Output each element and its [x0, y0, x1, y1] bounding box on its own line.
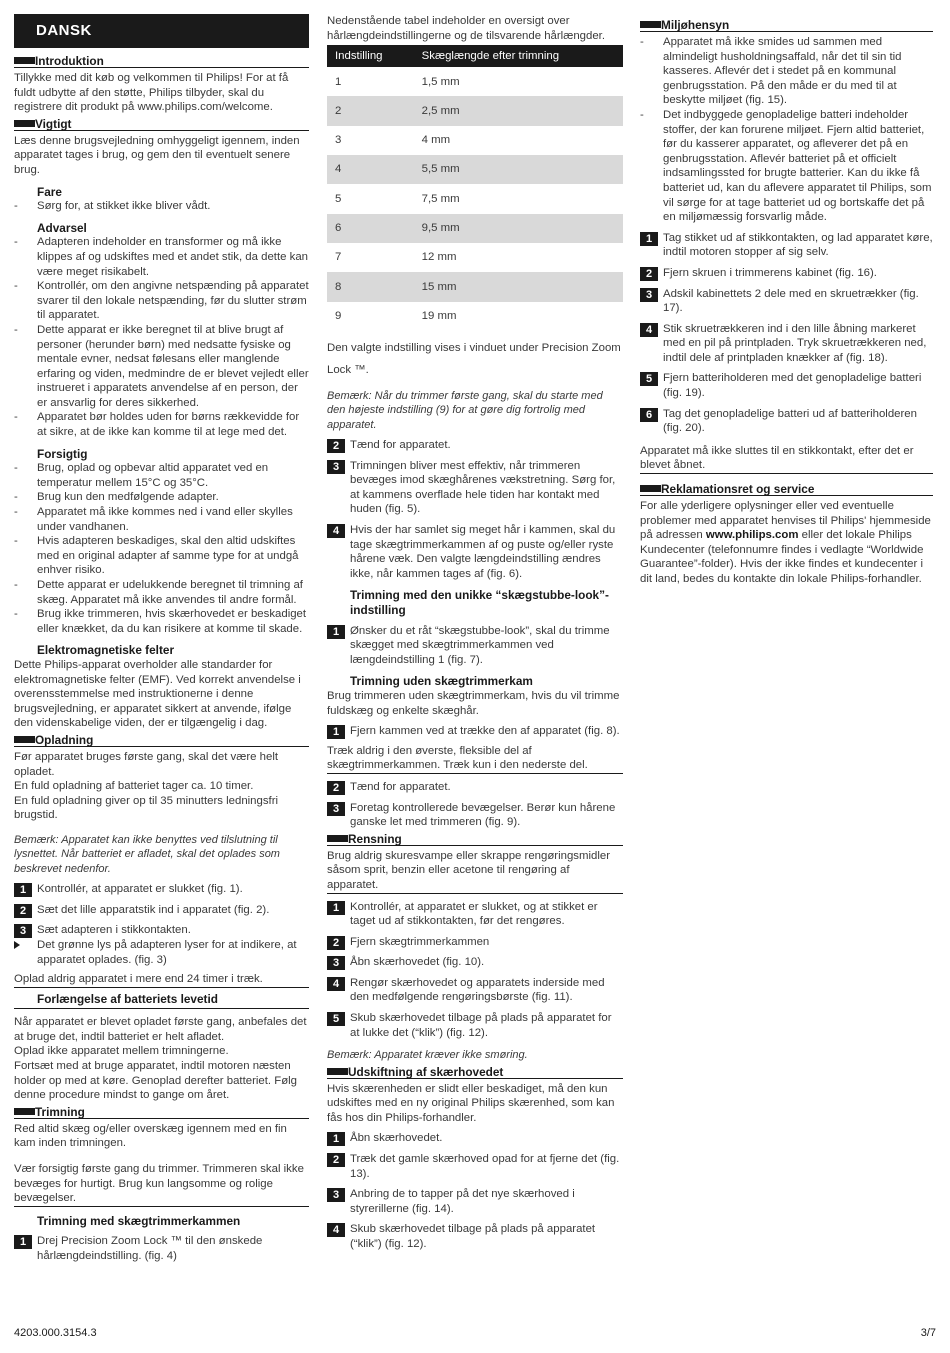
opladning-step-2: 2 Sæt det lille apparatstik ind i apparatet (fig. 2).	[14, 903, 309, 918]
trimkam-step-1: 1 Drej Precision Zoom Lock ™ til den ønskede hårlængdeindstilling. (fig. 4)	[14, 1234, 309, 1263]
table-row: 5 7,5 mm	[335, 192, 460, 205]
trimning-text: Red altid skæg og/eller overskæg igennem med en fin kam inden trimningen.	[14, 1122, 287, 1150]
miljo-step-2: 2 Fjern skruen i trimmerens kabinet (fig. 16).	[640, 266, 933, 281]
miljo-step-3: 3 Adskil kabinettets 2 dele med en skruetrækker (fig. 17).	[640, 287, 933, 316]
subheading-stubble: Trimning med den unikke “skægstubbe-look”-indstilling	[350, 588, 609, 618]
table-header-row	[327, 45, 623, 67]
triangle-bullet-icon	[14, 941, 20, 949]
forsigtig-item: - Hvis adapteren beskadiges, skal den altid udskiftes med en original adapter af samme type for at undgå enhver risiko.	[14, 534, 309, 578]
document-code: 4203.000.3154.3	[14, 1327, 97, 1340]
forsigtig-item: - Brug ikke trimmeren, hvis skærhovedet er beskadiget eller knækket, da du kan risikere at komme til skade.	[14, 607, 309, 636]
miljo-item: - Apparatet må ikke smides ud sammen med almindeligt husholdningsaffald, når det til sin tid kasseres. Aflevér det i stedet på en kommunal genbrugsstation. På den måde er du med til at beskytte miljøet (fig. 15).	[640, 35, 933, 108]
section-heading-miljo: Miljøhensyn	[640, 18, 933, 33]
trim-step-3: 3 Trimningen bliver mest effektiv, når trimmeren bevæges imod skæghårenes vækstretning. Sørg for, at kammens overflade hele tiden har kontakt med huden (fig. 5).	[327, 459, 623, 517]
table-intro: Nedenstående tabel indeholder en oversigt over hårlængdeindstillingerne og de tilsvarende hårlængder.	[327, 15, 605, 42]
table-row: 2 2,5 mm	[327, 96, 623, 125]
opladning-step-1: 1 Kontrollér, at apparatet er slukket (fig. 1).	[14, 882, 309, 897]
section-heading-introduktion: Introduktion	[14, 54, 309, 69]
rens-step-1: 1 Kontrollér, at apparatet er slukket, og at stikket er taget ud af stikkontakten, før det rengøres.	[327, 900, 623, 929]
forsigtig-item: - Dette apparat er udelukkende beregnet til trimning af skæg. Apparatet må ikke anvendes til andre formål.	[14, 578, 309, 607]
rens-step-4: 4 Rengør skærhovedet og apparatets inderside med den medfølgende rengøringsbørste (fig. 11).	[327, 976, 623, 1005]
opladning-note: Bemærk: Apparatet kan ikke benyttes ved tilslutning til lysnettet. Når batteriet er afladet, skal det oplades som beskrevet nedenfor.	[14, 833, 280, 875]
advarsel-item: - Apparatet bør holdes uden for børns rækkevidde for at sikre, at de ikke kan komme til at lege med det.	[14, 410, 309, 439]
rens-step-2: 2 Fjern skægtrimmerkammen	[327, 935, 623, 950]
table-row: 1 1,5 mm	[335, 75, 460, 88]
miljo-step-6: 6 Tag det genopladelige batteri ud af batteriholderen (fig. 20).	[640, 407, 933, 436]
page-number: 3/7	[920, 1327, 936, 1340]
udsk-step-2: 2 Træk det gamle skærhoved opad for at fjerne det (fig. 13).	[327, 1152, 623, 1181]
uden-step-1: 1 Fjern kammen ved at trække den af apparatet (fig. 8).	[327, 724, 623, 739]
stubble-step-1: 1 Ønsker du et råt “skægstubbe-look”, skal du trimme skægget med skægtrimmerkammen ved længdeindstilling 1 (fig. 7).	[327, 624, 623, 668]
rens-step-3: 3 Åbn skærhovedet (fig. 10).	[327, 955, 623, 970]
table-row: 8 15 mm	[327, 272, 623, 301]
fare-item: - Sørg for, at stikket ikke bliver vådt.	[14, 199, 309, 214]
emf-text: Dette Philips-apparat overholder alle standarder for elektromagnetiske felter (EMF). Ved korrekt anvendelse i overensstemmelse med instruktionerne i denne brugsvejledning, er apparatet sikkert at anvende, ifølge den videnskabelige viden, der er tilgængelig i dag.	[14, 658, 301, 730]
forsigtig-item: - Brug, oplad og opbevar altid apparatet ved en temperatur mellem 15°C og 35°C.	[14, 461, 309, 490]
forsigtig-item: - Apparatet må ikke kommes ned i vand eller skylles under vandhanen.	[14, 505, 309, 534]
rensning-warning: Brug aldrig skuresvampe eller skrappe rengøringsmidler såsom sprit, benzin eller acetone til rengøring af apparatet.	[327, 849, 623, 894]
advarsel-item: - Adapteren indeholder en transformer og må ikke klippes af og udskiftes med et andet stik, da dette kan være meget risikabelt.	[14, 235, 309, 279]
section-heading-reklamation: Reklamationsret og service	[640, 482, 933, 497]
subheading-emf: Elektromagnetiske felter	[37, 643, 175, 658]
section-heading-trimning: Trimning	[14, 1105, 309, 1120]
uden-step-2: 2 Tænd for apparatet.	[327, 780, 623, 795]
section-heading-opladning: Opladning	[14, 733, 309, 748]
section-heading-udskiftning: Udskiftning af skærhovedet	[327, 1065, 623, 1080]
intro-text: Tillykke med dit køb og velkommen til Philips! For at få fuldt udbytte af den støtte, Philips tilbyder, skal du registrere dit produkt på www.philips.com/welcome.	[14, 72, 289, 114]
uden-step-3: 3 Foretag kontrollerede bevægelser. Berør kun hårene ganske let med trimmeren (fig. 9).	[327, 801, 623, 830]
miljo-warning: Apparatet må ikke sluttes til en stikkontakt, efter det er blevet åbnet.	[640, 444, 933, 474]
section-heading-vigtigt: Vigtigt	[14, 117, 309, 132]
advarsel-item: - Kontrollér, om den angivne netspænding på apparatet svarer til den lokale netspænding, før du slutter strøm til apparatet.	[14, 279, 309, 323]
column-middle	[327, 14, 623, 1252]
miljo-step-5: 5 Fjern batteriholderen med det genopladelige batteri (fig. 19).	[640, 371, 933, 400]
miljo-step-4: 4 Stik skruetrækkeren ind i den lille åbning markeret med en pil på printpladen. Tryk skruetrækkeren ned, indtil dele af printpladen knækker af (fig. 18).	[640, 322, 933, 366]
miljo-item: - Det indbyggede genopladelige batteri indeholder stoffer, der kan forurene miljøet. Fjern altid batteriet, før du kasserer apparatet, og afleverer det på en genbrugsstation. Aflevér batteriet på et officielt indsamlingssted for brugte batterier. Kan du ikke få batteriet ud, kan du aflevere apparatet til Philips, som vil sørge for at tage batteriet ud og bortskaffe det på en miljømæssig forsvarlig måde.	[640, 108, 933, 225]
philips-website-link[interactable]: www.philips.com	[705, 529, 799, 542]
table-row: 9 19 mm	[335, 309, 457, 322]
subheading-forsigtig: Forsigtig	[37, 446, 88, 461]
table-header-length: Skæglængde efter trimning	[414, 45, 623, 67]
udsk-step-1: 1 Åbn skærhovedet.	[327, 1131, 623, 1146]
udskiftning-text: Hvis skærenheden er slidt eller beskadiget, må den kun udskiftes med en ny original Philips skærenhed, som kan fås hos din Philips-forhandler.	[327, 1082, 615, 1124]
opladning-warning: Oplad aldrig apparatet i mere end 24 timer i træk.	[14, 972, 309, 988]
length-settings-table	[327, 45, 623, 331]
reklamation-text: For alle yderligere oplysninger eller ved eventuelle problemer med apparatet henvises til Philips' hjemmeside på adressen www.philips.com eller det lokale Philips Kundecenter (telefonnumre findes i vedlagte “Worldwide Guarantee”-folder). Hvis der ikke findes et kundecenter i dit land, bedes du kontakte din lokale Philips-forhandler.	[640, 500, 931, 585]
section-heading-rensning: Rensning	[327, 832, 623, 847]
table-row: 4 5,5 mm	[327, 155, 623, 184]
vigtigt-text: Læs denne brugsvejledning omhyggeligt igennem, inden apparatet tages i brug, og gem den til eventuelt senere brug.	[14, 134, 300, 176]
first-trim-note: Bemærk: Når du trimmer første gang, skal du starte med den højeste indstilling (9) for at gøre dig fortrolig med apparatet.	[327, 389, 603, 431]
trimning-warning: Vær forsigtig første gang du trimmer. Trimmeren skal ikke bevæges for hurtigt. Brug kun langsomme og rolige bevægelser.	[14, 1162, 309, 1207]
subheading-fare: Fare	[37, 184, 62, 199]
opladning-result: Det grønne lys på adapteren lyser for at indikere, at apparatet oplades. (fig. 3)	[14, 938, 309, 967]
forlaengelse-text: Når apparatet er blevet opladet første gang, anbefales det at bruge det, indtil batteriet er helt afladet. Oplad ikke apparatet mellem trimningerne. Fortsæt med at bruge apparatet, indtil motoren næsten holder op med at køre. Genoplad derefter batteriet. Følg denne procedure mindst to gange om året.	[14, 1016, 307, 1102]
rens-step-5: 5 Skub skærhovedet tilbage på plads på apparatet for at lukke det (“klik”) (fig. 12).	[327, 1011, 623, 1040]
column-left	[14, 14, 309, 1264]
uden-kam-text: Brug trimmeren uden skægtrimmerkam, hvis du vil trimme fuldskæg og enkelte skæghår.	[327, 689, 620, 717]
table-row: 6 9,5 mm	[327, 214, 623, 243]
subheading-forlaengelse: Forlængelse af batteriets levetid	[14, 992, 309, 1010]
trim-step-2: 2 Tænd for apparatet.	[327, 438, 623, 453]
table-header-setting: Indstilling	[327, 45, 414, 67]
advarsel-item: - Dette apparat er ikke beregnet til at blive brugt af personer (herunder børn) med nedsatte fysiske og mentale evner, nedsat følesans eller manglende erfaring og viden, medmindre de er blevet vejledt eller instrueret i apparatets anvendelse af en person, der er ansvarlig for deres sikkerhed.	[14, 323, 309, 411]
subheading-advarsel: Advarsel	[37, 220, 87, 235]
uden-warning: Træk aldrig i den øverste, fleksible del af skægtrimmerkammen. Træk kun i den nederste del.	[327, 744, 623, 774]
rensning-note: Bemærk: Apparatet kræver ikke smøring.	[327, 1049, 528, 1062]
opladning-text: Før apparatet bruges første gang, skal det være helt opladet. En fuld opladning af batteriet tager ca. 10 timer. En fuld opladning giver op til 35 minutters ledningsfri brugstid.	[14, 750, 279, 822]
column-right	[640, 14, 933, 587]
opladning-step-3: 3 Sæt adapteren i stikkontakten.	[14, 923, 309, 938]
forsigtig-item: - Brug kun den medfølgende adapter.	[14, 490, 309, 505]
udsk-step-3: 3 Anbring de to tapper på det nye skærhoved i styrerillerne (fig. 14).	[327, 1187, 623, 1216]
table-row: 7 12 mm	[335, 251, 457, 264]
subheading-trimning-kam: Trimning med skægtrimmerkammen	[37, 1213, 241, 1228]
table-row: 3 4 mm	[335, 134, 451, 147]
subheading-uden-kam: Trimning uden skægtrimmerkam	[350, 674, 533, 689]
udsk-step-4: 4 Skub skærhovedet tilbage på plads på apparatet (“klik”) (fig. 12).	[327, 1222, 623, 1251]
miljo-step-1: 1 Tag stikket ud af stikkontakten, og lad apparatet køre, indtil motoren stopper af sig selv.	[640, 231, 933, 260]
trim-step-4: 4 Hvis der har samlet sig meget hår i kammen, skal du tage skægtrimmerkammen af og puste og/eller ryste hårene væk. Den valgte længdeindstilling ændres ikke, når kammen tages af (fig. 6).	[327, 523, 623, 581]
table-after-text: Den valgte indstilling vises i vinduet under Precision Zoom Lock ™.	[327, 341, 621, 376]
language-banner: DANSK	[14, 14, 309, 48]
